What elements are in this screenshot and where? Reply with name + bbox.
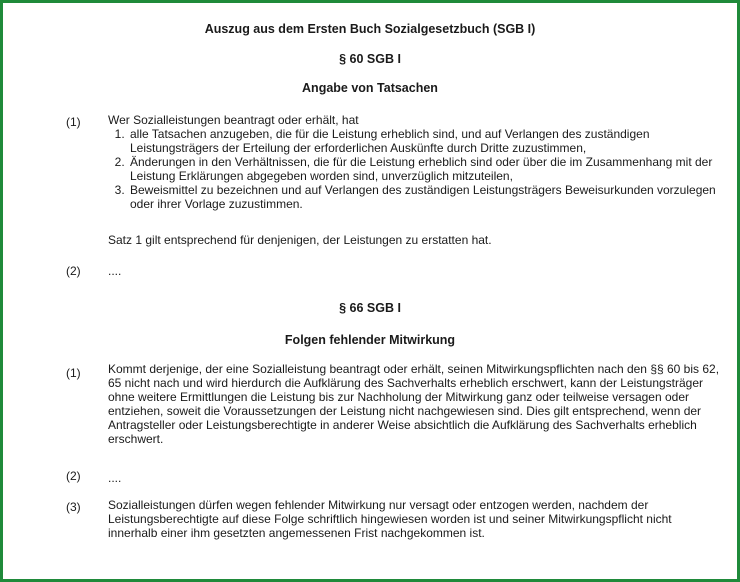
section-60-item-list: [108, 127, 720, 211]
section-66-heading: § 66 SGB I: [339, 301, 401, 315]
section-66-para1-text: Kommt derjenige, der eine Sozialleistung beantragt oder erhält, seinen Mitwirkungspflichten nach den §§ 60 bis 62, 65 nicht nach und wird hierdurch die Aufklärung des Sachverhalts erheblich erschwert, kann der Leistungsträger ohne weitere Ermittlungen die Leistung bis zur Nachholung der Mitwirkung ganz oder teilweise versagen oder entziehen, soweit die Voraussetzungen der Leistung nicht nachgewiesen sind. Dies gilt entsprechend, wenn der Antragsteller oder Leistungsberechtigte in anderer Weise absichtlich die Aufklärung des Sachverhalts erheblich erschwert.: [108, 362, 720, 446]
section-66-para2-number: (2): [66, 469, 81, 483]
section-66-para2-text: ....: [108, 471, 122, 485]
section-60-heading: § 60 SGB I: [339, 52, 401, 66]
list-item: 3. Beweismittel zu bezeichnen und auf Verlangen des zuständigen Leistungsträgers Beweisurkunden vorzulegen oder ihrer Vorlage zuzustimmen.: [128, 183, 720, 211]
section-66-para1-number: (1): [66, 366, 81, 380]
section-60-satz: Satz 1 gilt entsprechend für denjenigen, der Leistungen zu erstatten hat.: [108, 233, 492, 247]
section-66-para3-number: (3): [66, 500, 81, 514]
section-66-para3-text: Sozialleistungen dürfen wegen fehlender Mitwirkung nur versagt oder entzogen werden, nachdem der Leistungsberechtigte auf diese Folge schriftlich hingewiesen worden ist und seiner Mitwirkungspflicht nicht innerhalb einer ihm gesetzten angemessenen Frist nachgekommen ist.: [108, 498, 672, 540]
section-60-para2-number: (2): [66, 264, 81, 278]
section-60-subheading: Angabe von Tatsachen: [302, 81, 438, 95]
list-item: 1. alle Tatsachen anzugeben, die für die Leistung erheblich sind, und auf Verlangen des zuständigen Leistungsträgers der Erteilung der erforderlichen Auskünfte durch Dritte zuzustimmen,: [128, 127, 720, 155]
section-60-para1: [108, 113, 720, 211]
section-60-para2-text: ....: [108, 264, 122, 278]
section-60-para1-number: (1): [66, 115, 81, 129]
section-66-subheading: Folgen fehlender Mitwirkung: [284, 333, 456, 347]
document-title: Auszug aus dem Ersten Buch Sozialgesetzbuch (SGB I): [204, 22, 536, 36]
list-item: 2. Änderungen in den Verhältnissen, die für die Leistung erheblich sind oder über die im Zusammenhang mit der Leistung Erklärungen abgegeben worden sind, unverzüglich mitzuteilen,: [128, 155, 720, 183]
section-60-para1-intro: Wer Sozialleistungen beantragt oder erhält, hat: [108, 113, 359, 127]
